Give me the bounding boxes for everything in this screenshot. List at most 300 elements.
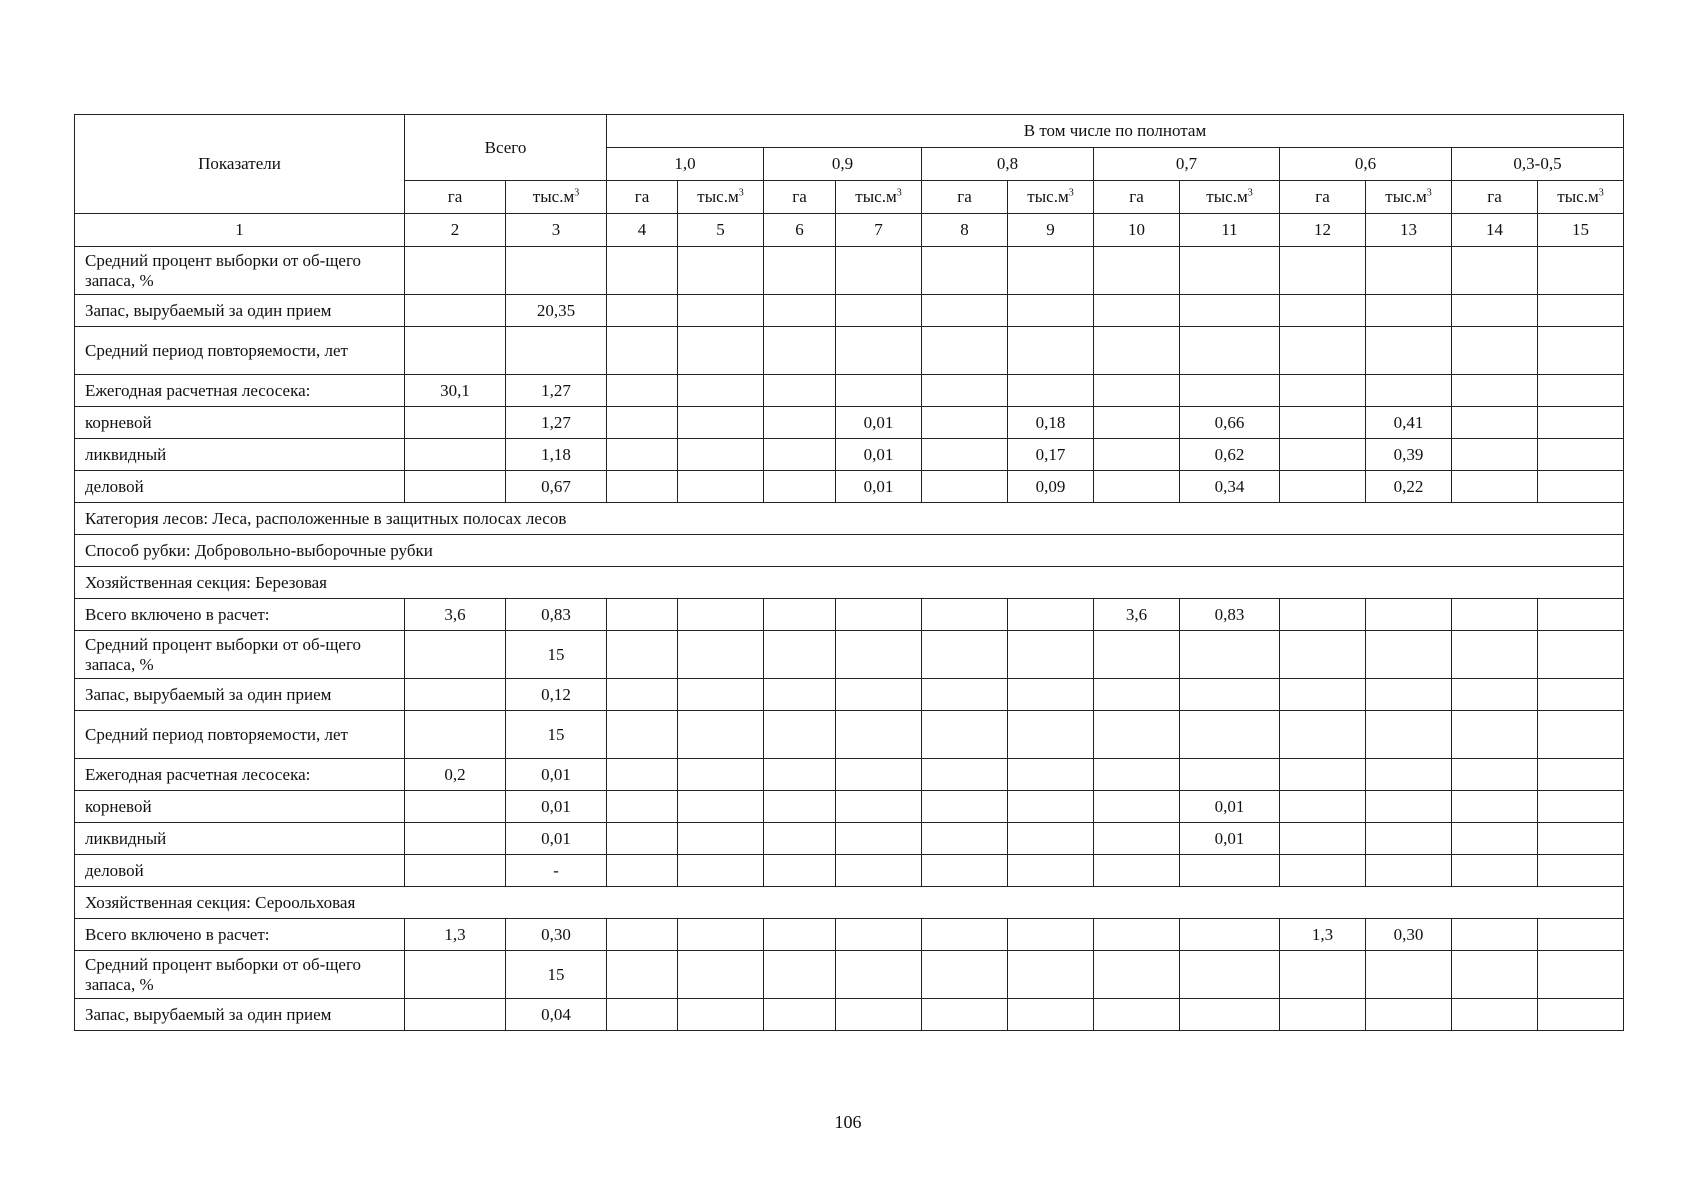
column-number: 5: [678, 214, 764, 247]
column-number: 11: [1180, 214, 1280, 247]
table-cell: [1366, 855, 1452, 887]
table-cell: 0,39: [1366, 439, 1452, 471]
table-cell: [405, 247, 506, 295]
table-cell: [1280, 823, 1366, 855]
table-cell: [506, 247, 607, 295]
table-cell: 0,01: [506, 791, 607, 823]
table-cell: [678, 295, 764, 327]
row-label: Всего включено в расчет:: [75, 599, 405, 631]
table-cell: [1280, 855, 1366, 887]
table-cell: [607, 471, 678, 503]
row-label: Средний период повторяемости, лет: [75, 711, 405, 759]
table-cell: [764, 791, 836, 823]
row-label: Запас, вырубаемый за один прием: [75, 999, 405, 1031]
table-cell: [764, 375, 836, 407]
table-row: [75, 375, 1624, 407]
table-cell: [678, 951, 764, 999]
table-cell: 0,01: [1180, 791, 1280, 823]
row-label: Всего включено в расчет:: [75, 919, 405, 951]
table-cell: [1538, 407, 1624, 439]
table-cell: [607, 999, 678, 1031]
table-cell: [1280, 999, 1366, 1031]
table-cell: 0,62: [1180, 439, 1280, 471]
table-cell: [1180, 759, 1280, 791]
table-row: [75, 919, 1624, 951]
table-cell: [836, 951, 922, 999]
table-cell: [1538, 951, 1624, 999]
table-cell: [1280, 791, 1366, 823]
table-cell: [1452, 247, 1538, 295]
table-cell: [1008, 711, 1094, 759]
table-cell: [1094, 759, 1180, 791]
table-cell: [1452, 951, 1538, 999]
table-cell: [1008, 375, 1094, 407]
table-cell: [678, 471, 764, 503]
table-cell: 0,2: [405, 759, 506, 791]
table-row: [75, 759, 1624, 791]
table-cell: [678, 999, 764, 1031]
table-cell: [764, 999, 836, 1031]
row-label: корневой: [75, 791, 405, 823]
section-row: [75, 503, 1624, 535]
section-label: Способ рубки: Добровольно-выборочные рубки: [75, 535, 1624, 567]
table-cell: [607, 295, 678, 327]
table-row: [75, 679, 1624, 711]
table-cell: [1538, 759, 1624, 791]
table-cell: [1538, 247, 1624, 295]
unit-volume-sup: 3: [1426, 187, 1432, 199]
table-cell: 0,09: [1008, 471, 1094, 503]
table-header: [75, 115, 1624, 247]
row-label: Средний процент выборки от об-щего запаса, %: [75, 247, 405, 295]
column-number: 15: [1538, 214, 1624, 247]
table-cell: [1538, 295, 1624, 327]
table-cell: [1452, 919, 1538, 951]
table-cell: [678, 855, 764, 887]
table-cell: [1366, 711, 1452, 759]
table-cell: [922, 791, 1008, 823]
density-header: 0,7: [1094, 148, 1280, 181]
table-cell: [1094, 295, 1180, 327]
unit-ha: га: [1280, 181, 1366, 214]
table-cell: [836, 919, 922, 951]
table-cell: [405, 791, 506, 823]
table-cell: [1538, 919, 1624, 951]
table-cell: [764, 295, 836, 327]
table-cell: [922, 375, 1008, 407]
table-cell: [1538, 711, 1624, 759]
table-cell: [1452, 375, 1538, 407]
table-cell: [1094, 439, 1180, 471]
table-cell: [1452, 295, 1538, 327]
table-row: [75, 327, 1624, 375]
table-cell: [1280, 711, 1366, 759]
unit-volume-sup: 3: [738, 187, 744, 199]
table-cell: 15: [506, 951, 607, 999]
table-row: [75, 711, 1624, 759]
table-cell: [1366, 951, 1452, 999]
table-cell: [922, 599, 1008, 631]
table-cell: [764, 823, 836, 855]
table-cell: [1366, 375, 1452, 407]
table-cell: 1,18: [506, 439, 607, 471]
table-cell: [1452, 471, 1538, 503]
column-number: 10: [1094, 214, 1180, 247]
unit-volume: [1008, 181, 1094, 214]
table-cell: 0,30: [1366, 919, 1452, 951]
table-cell: [922, 679, 1008, 711]
density-header: 0,8: [922, 148, 1094, 181]
table-cell: [1180, 295, 1280, 327]
table-cell: [1180, 679, 1280, 711]
table-cell: [764, 407, 836, 439]
table-cell: 0,12: [506, 679, 607, 711]
table-cell: [607, 407, 678, 439]
row-label: Средний процент выборки от об-щего запаса, %: [75, 951, 405, 999]
table-cell: 0,01: [836, 407, 922, 439]
table-cell: [405, 471, 506, 503]
table-cell: [1452, 791, 1538, 823]
unit-volume-text: тыс.м: [1557, 187, 1599, 207]
table-cell: [1180, 247, 1280, 295]
unit-volume-sup: 3: [1247, 187, 1253, 199]
unit-ha: га: [405, 181, 506, 214]
table-cell: [1008, 327, 1094, 375]
table-cell: [1366, 631, 1452, 679]
page-number: 106: [834, 1112, 862, 1132]
table-cell: 1,3: [1280, 919, 1366, 951]
column-number: 14: [1452, 214, 1538, 247]
table-cell: [678, 407, 764, 439]
unit-volume-sup: 3: [1068, 187, 1074, 199]
row-label: Средний процент выборки от об-щего запаса, %: [75, 631, 405, 679]
table-cell: 1,3: [405, 919, 506, 951]
table-cell: [1180, 999, 1280, 1031]
table-cell: [607, 247, 678, 295]
table-cell: [405, 631, 506, 679]
table-cell: [1008, 679, 1094, 711]
table-cell: [1008, 999, 1094, 1031]
row-label: Ежегодная расчетная лесосека:: [75, 759, 405, 791]
table-row: [75, 439, 1624, 471]
table-cell: [1094, 711, 1180, 759]
table-cell: [1538, 631, 1624, 679]
table-cell: [764, 599, 836, 631]
table-cell: [1280, 471, 1366, 503]
column-number: 12: [1280, 214, 1366, 247]
unit-volume-text: тыс.м: [1206, 187, 1248, 207]
section-row: [75, 887, 1624, 919]
table-cell: [678, 247, 764, 295]
table-cell: [1094, 999, 1180, 1031]
table-cell: [607, 951, 678, 999]
table-cell: [607, 327, 678, 375]
column-number: 9: [1008, 214, 1094, 247]
table-cell: [922, 759, 1008, 791]
table-cell: [1008, 759, 1094, 791]
table-cell: [764, 679, 836, 711]
table-cell: [836, 599, 922, 631]
table-cell: [836, 855, 922, 887]
table-cell: [1094, 407, 1180, 439]
table-cell: [678, 791, 764, 823]
table-cell: [1094, 247, 1180, 295]
table-cell: [1366, 791, 1452, 823]
table-cell: 0,18: [1008, 407, 1094, 439]
row-label: ликвидный: [75, 439, 405, 471]
table-cell: [506, 327, 607, 375]
table-cell: [922, 855, 1008, 887]
table-cell: [1452, 439, 1538, 471]
table-cell: [922, 247, 1008, 295]
table-cell: [1452, 679, 1538, 711]
row-label: деловой: [75, 471, 405, 503]
table-cell: [922, 407, 1008, 439]
table-cell: [607, 439, 678, 471]
column-number-row: [75, 214, 1624, 247]
table-cell: [836, 999, 922, 1031]
table-cell: 0,83: [506, 599, 607, 631]
table-row: [75, 599, 1624, 631]
table-cell: [1538, 375, 1624, 407]
table-cell: [922, 439, 1008, 471]
table-row: [75, 631, 1624, 679]
header-indicators: Показатели: [75, 115, 405, 214]
table-row: [75, 855, 1624, 887]
table-cell: [1452, 823, 1538, 855]
table-cell: [1008, 247, 1094, 295]
table-cell: [1280, 951, 1366, 999]
table-cell: [405, 951, 506, 999]
table-cell: [1008, 919, 1094, 951]
table-cell: [405, 439, 506, 471]
table-cell: [764, 439, 836, 471]
table-cell: 1,27: [506, 407, 607, 439]
table-cell: [405, 679, 506, 711]
column-number: 2: [405, 214, 506, 247]
table-cell: [764, 247, 836, 295]
table-cell: [1366, 759, 1452, 791]
table-cell: [764, 631, 836, 679]
table-cell: [1008, 599, 1094, 631]
column-number: 4: [607, 214, 678, 247]
table-cell: [1280, 375, 1366, 407]
table-cell: [1280, 295, 1366, 327]
table-cell: [1452, 631, 1538, 679]
table-cell: [405, 407, 506, 439]
row-label: Ежегодная расчетная лесосека:: [75, 375, 405, 407]
table-cell: [678, 631, 764, 679]
table-cell: [1452, 327, 1538, 375]
table-cell: [764, 855, 836, 887]
table-cell: 0,41: [1366, 407, 1452, 439]
header-total: Всего: [405, 115, 607, 181]
table-cell: [1008, 295, 1094, 327]
unit-volume: [506, 181, 607, 214]
table-cell: [836, 679, 922, 711]
table-cell: [1538, 855, 1624, 887]
table-cell: [764, 711, 836, 759]
table-cell: [1280, 759, 1366, 791]
unit-volume: [1366, 181, 1452, 214]
table-cell: [1180, 327, 1280, 375]
column-number: 8: [922, 214, 1008, 247]
table-cell: [1452, 999, 1538, 1031]
table-cell: [836, 375, 922, 407]
row-label: Запас, вырубаемый за один прием: [75, 295, 405, 327]
table-cell: [678, 439, 764, 471]
table-cell: [678, 919, 764, 951]
table-cell: 15: [506, 711, 607, 759]
table-cell: [405, 999, 506, 1031]
table-cell: 0,17: [1008, 439, 1094, 471]
table-cell: [1452, 759, 1538, 791]
table-cell: [1094, 919, 1180, 951]
table-cell: [764, 327, 836, 375]
table-cell: [1452, 599, 1538, 631]
table-cell: [607, 823, 678, 855]
unit-volume-sup: 3: [1598, 187, 1604, 199]
table-cell: [1280, 599, 1366, 631]
table-cell: [922, 823, 1008, 855]
table-cell: 30,1: [405, 375, 506, 407]
table-cell: 0,30: [506, 919, 607, 951]
table-row: [75, 951, 1624, 999]
table-cell: [1094, 327, 1180, 375]
column-number: 3: [506, 214, 607, 247]
table-cell: [1452, 855, 1538, 887]
table-cell: [678, 327, 764, 375]
table-cell: 0,01: [1180, 823, 1280, 855]
table-cell: [922, 327, 1008, 375]
table-cell: [1180, 919, 1280, 951]
table-cell: [764, 759, 836, 791]
unit-volume-sup: 3: [896, 187, 902, 199]
table-cell: [1452, 711, 1538, 759]
table-cell: 15: [506, 631, 607, 679]
table-cell: [1538, 439, 1624, 471]
unit-ha: га: [922, 181, 1008, 214]
table-cell: [1366, 999, 1452, 1031]
table-cell: [922, 951, 1008, 999]
table-row: [75, 999, 1624, 1031]
unit-volume: [836, 181, 922, 214]
table-cell: [1366, 679, 1452, 711]
table-cell: [1094, 791, 1180, 823]
table-cell: [607, 855, 678, 887]
density-header: 1,0: [607, 148, 764, 181]
table-cell: [405, 855, 506, 887]
unit-volume-text: тыс.м: [1385, 187, 1427, 207]
table-cell: [1452, 407, 1538, 439]
section-label: Категория лесов: Леса, расположенные в защитных полосах лесов: [75, 503, 1624, 535]
table-cell: [607, 711, 678, 759]
table-cell: [1180, 855, 1280, 887]
table-cell: [836, 823, 922, 855]
table-cell: [1280, 407, 1366, 439]
table-cell: 0,01: [506, 823, 607, 855]
table-cell: [1280, 327, 1366, 375]
table-cell: [1280, 631, 1366, 679]
table-cell: [405, 711, 506, 759]
table-cell: [678, 711, 764, 759]
unit-ha: га: [764, 181, 836, 214]
table-cell: 0,34: [1180, 471, 1280, 503]
table-cell: 3,6: [405, 599, 506, 631]
table-body: [75, 247, 1624, 1031]
table-cell: 0,67: [506, 471, 607, 503]
table-cell: [836, 327, 922, 375]
table-row: [75, 407, 1624, 439]
table-cell: [836, 759, 922, 791]
table-cell: [678, 823, 764, 855]
table-cell: [1180, 631, 1280, 679]
table-cell: [1008, 855, 1094, 887]
table-cell: [1094, 631, 1180, 679]
table-cell: [607, 375, 678, 407]
table-cell: [1538, 679, 1624, 711]
section-label: Хозяйственная секция: Сероольховая: [75, 887, 1624, 919]
table-row: [75, 823, 1624, 855]
table-cell: [678, 679, 764, 711]
table-cell: [1180, 951, 1280, 999]
table-row: [75, 295, 1624, 327]
table-cell: [764, 471, 836, 503]
column-number: 1: [75, 214, 405, 247]
table-cell: 3,6: [1094, 599, 1180, 631]
density-header: 0,9: [764, 148, 922, 181]
table-cell: [1366, 327, 1452, 375]
column-number: 13: [1366, 214, 1452, 247]
section-row: [75, 567, 1624, 599]
table-row: [75, 247, 1624, 295]
table-cell: [405, 823, 506, 855]
table-cell: 0,83: [1180, 599, 1280, 631]
table-cell: [678, 599, 764, 631]
unit-volume-text: тыс.м: [855, 187, 897, 207]
table-cell: [836, 711, 922, 759]
table-cell: [1538, 471, 1624, 503]
unit-volume-text: тыс.м: [1027, 187, 1069, 207]
table-cell: [922, 295, 1008, 327]
table-cell: [1094, 471, 1180, 503]
table-cell: [764, 919, 836, 951]
table-cell: [607, 631, 678, 679]
table-cell: [1280, 247, 1366, 295]
unit-volume-text: тыс.м: [697, 187, 739, 207]
header-by-density: В том числе по полнотам: [607, 115, 1624, 148]
table-cell: [1538, 791, 1624, 823]
table-cell: [1366, 247, 1452, 295]
table-cell: 20,35: [506, 295, 607, 327]
table-cell: [1008, 631, 1094, 679]
section-label: Хозяйственная секция: Березовая: [75, 567, 1624, 599]
table-cell: [607, 679, 678, 711]
section-row: [75, 535, 1624, 567]
unit-volume: [1538, 181, 1624, 214]
column-number: 6: [764, 214, 836, 247]
table-cell: [1094, 823, 1180, 855]
row-label: Средний период повторяемости, лет: [75, 327, 405, 375]
table-cell: 0,01: [506, 759, 607, 791]
table-cell: [922, 919, 1008, 951]
table-cell: [678, 759, 764, 791]
table-cell: [1538, 599, 1624, 631]
table-cell: [1008, 791, 1094, 823]
unit-volume-text: тыс.м: [532, 187, 575, 207]
table-cell: 0,01: [836, 471, 922, 503]
table-cell: [1094, 375, 1180, 407]
